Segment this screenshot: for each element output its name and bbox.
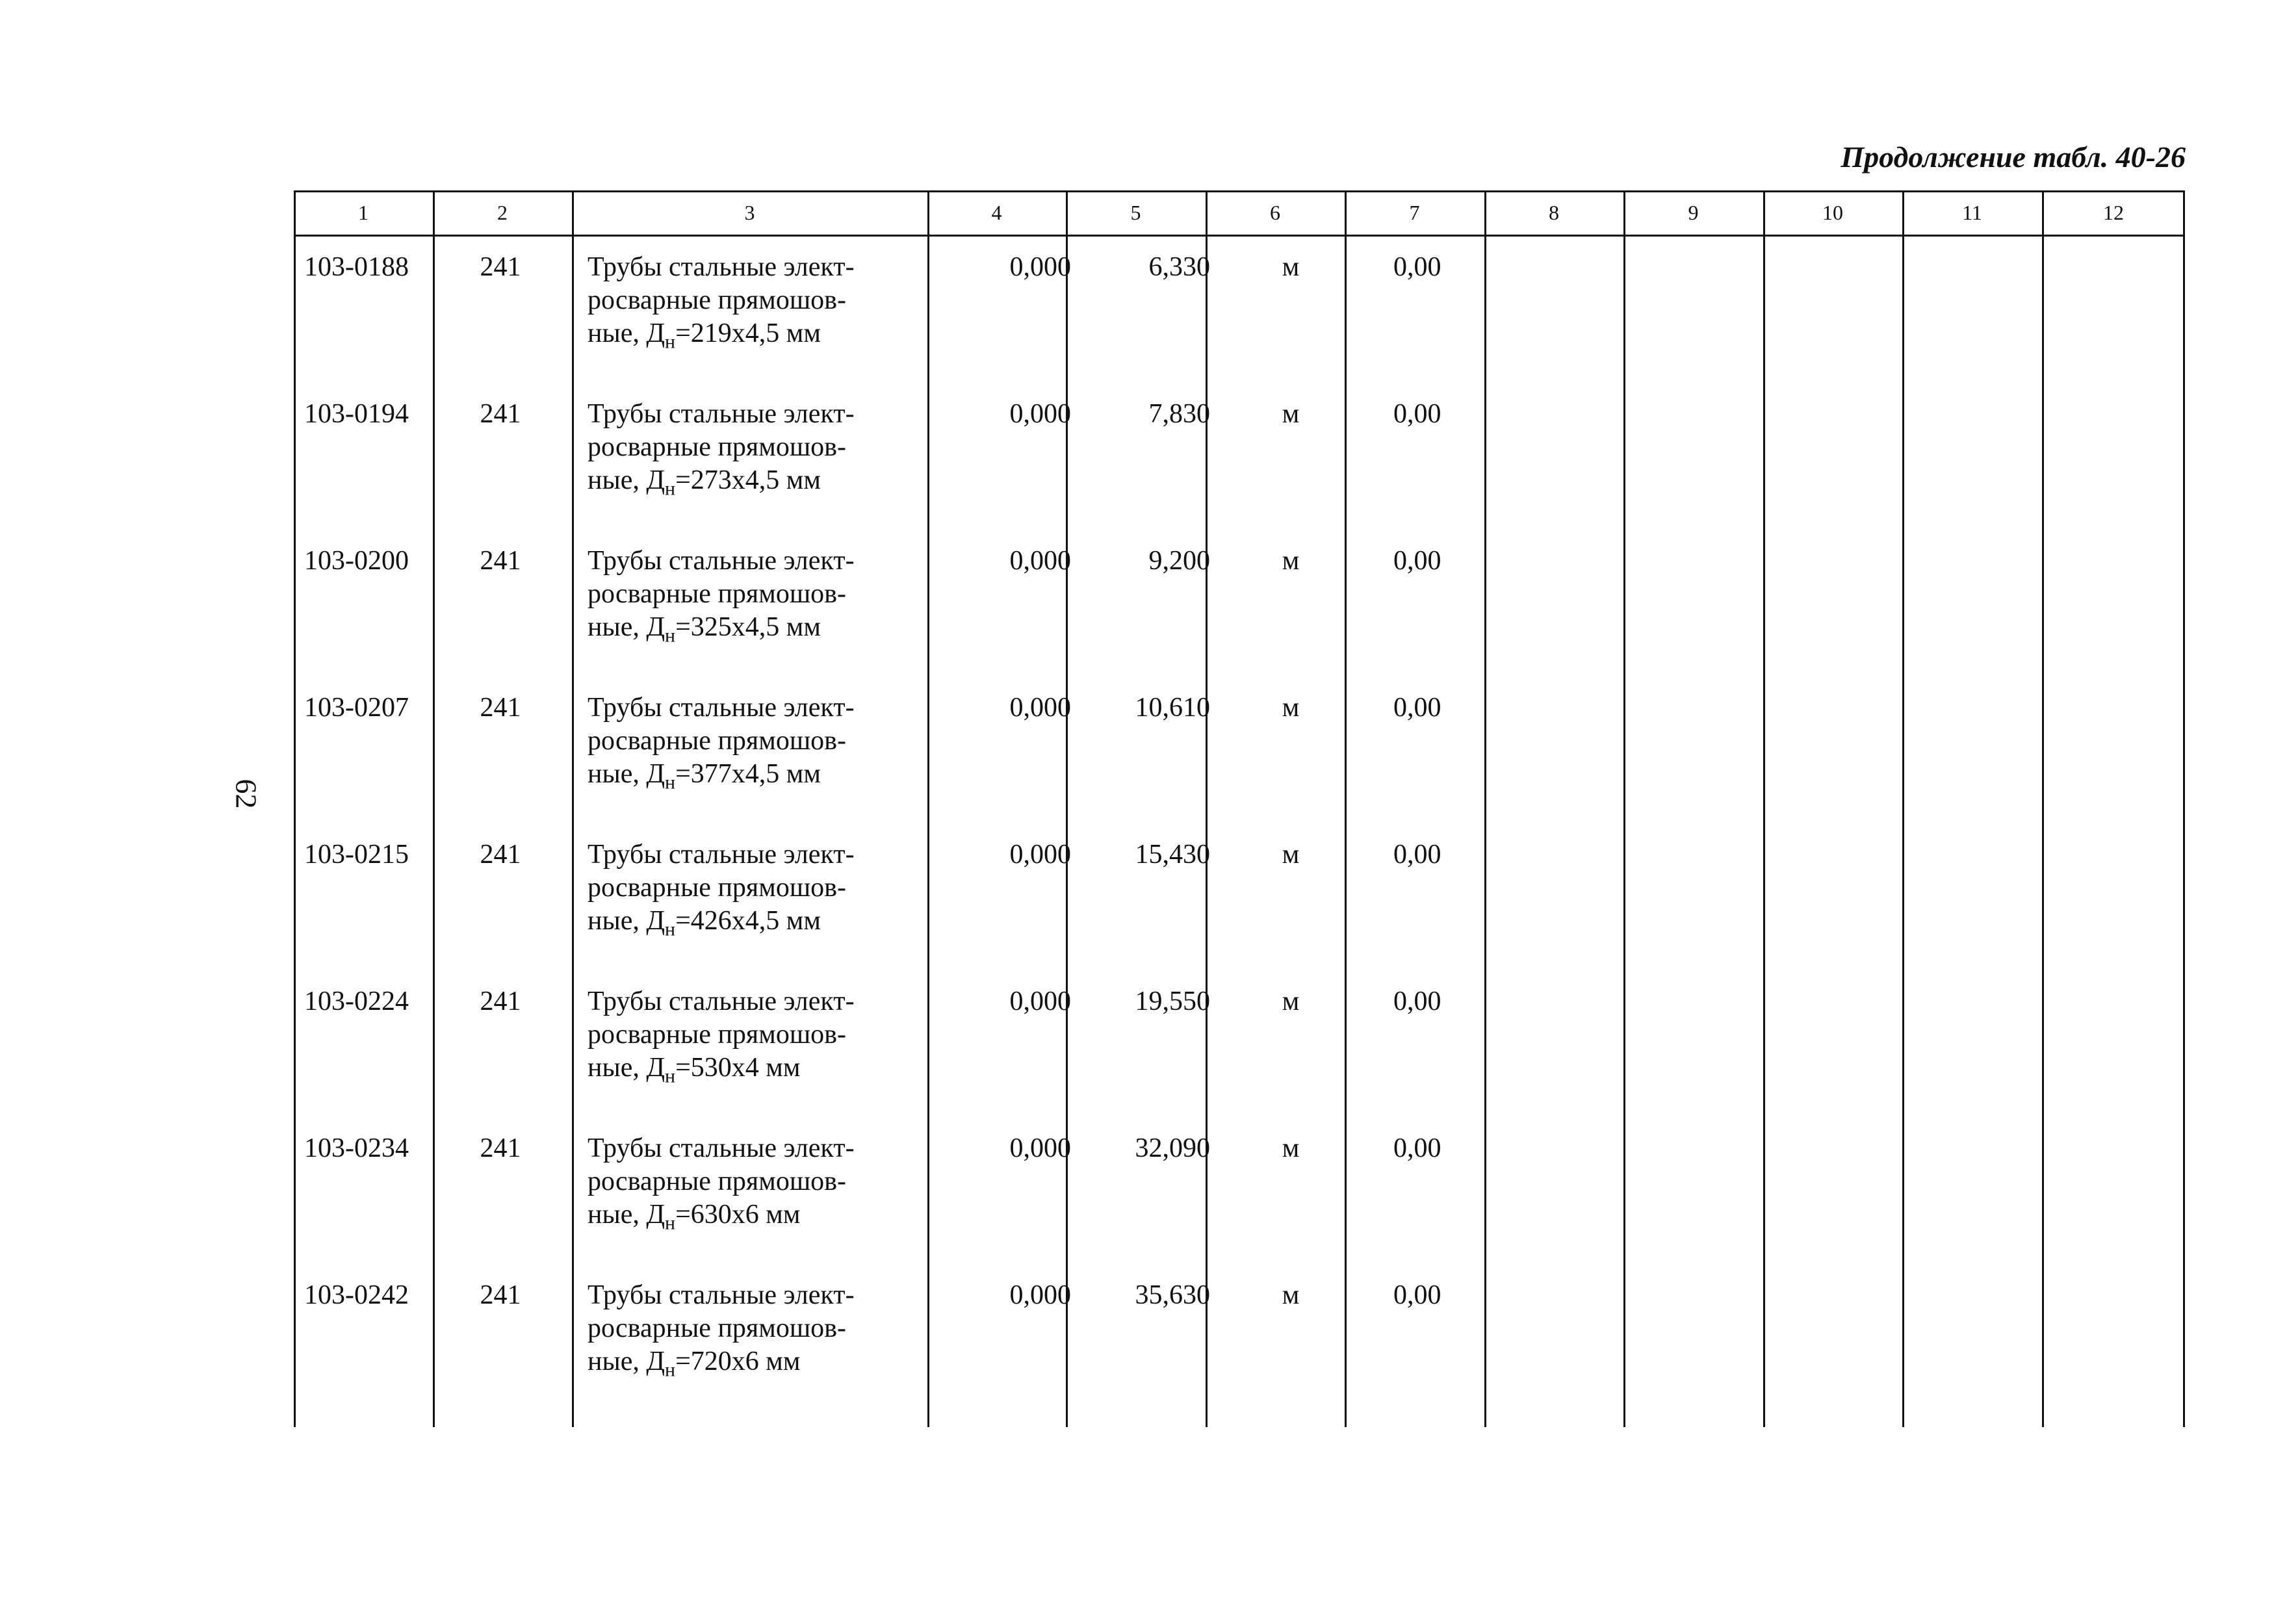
group-number: 241 <box>480 1280 521 1310</box>
column-number-4: 4 <box>991 201 1002 224</box>
unit: м <box>1282 1280 1300 1310</box>
resource-name-line <box>588 611 855 647</box>
value-col-5: 0,000 <box>1009 1280 1071 1310</box>
column-rule <box>1345 190 1347 1427</box>
column-number-10: 10 <box>1822 201 1843 224</box>
column-number-12: 12 <box>2103 201 2124 224</box>
resource-name <box>588 1132 855 1234</box>
resource-name-line <box>588 905 855 938</box>
resource-name-line: Трубы стальные элект- <box>588 1133 855 1163</box>
unit: м <box>1282 1133 1300 1163</box>
resource-name-line <box>588 1345 855 1381</box>
diameter-label: ные, Д <box>588 906 665 936</box>
value-col-5: 0,000 <box>1009 840 1071 870</box>
column-rule <box>433 190 435 1427</box>
column-number-3: 3 <box>744 201 755 224</box>
unit: м <box>1282 840 1300 870</box>
diameter-subscript: н <box>665 918 676 940</box>
resource-table <box>294 190 2185 1427</box>
column-number-9: 9 <box>1688 201 1699 224</box>
resource-code: 103-0200 <box>304 546 409 576</box>
resource-name-line <box>588 464 855 500</box>
group-number: 241 <box>480 840 521 870</box>
resource-name <box>588 398 855 500</box>
column-rule <box>1623 190 1625 1427</box>
diameter-label: ные, Д <box>588 465 665 495</box>
diameter-label: ные, Д <box>588 318 665 348</box>
table-header-rule <box>294 235 2185 237</box>
resource-name-line: Трубы стальные элект- <box>588 399 855 429</box>
column-rule <box>294 190 296 1427</box>
value-col-6: 9,200 <box>1148 546 1210 576</box>
resource-name <box>588 838 855 938</box>
value-col-5: 0,000 <box>1009 986 1071 1016</box>
value-col-7: 0,00 <box>1393 986 1441 1016</box>
table-continuation-caption: Продолжение табл. 40-26 <box>1841 140 2186 174</box>
resource-code: 103-0234 <box>304 1133 409 1163</box>
resource-name-line: росварные прямошов- <box>588 726 846 756</box>
resource-name <box>588 691 855 791</box>
column-rule <box>2183 190 2185 1427</box>
value-col-6: 32,090 <box>1135 1133 1210 1163</box>
column-rule <box>1902 190 1904 1427</box>
column-number-1: 1 <box>358 201 368 224</box>
group-number: 241 <box>480 1133 521 1163</box>
diameter-subscript: н <box>665 331 676 353</box>
value-col-6: 6,330 <box>1148 252 1210 282</box>
page-number: 62 <box>229 779 263 809</box>
resource-name-line <box>588 317 855 353</box>
column-rule <box>572 190 574 1427</box>
unit: м <box>1282 986 1300 1016</box>
resource-name-line: росварные прямошов- <box>588 432 846 462</box>
resource-name-line: росварные прямошов- <box>588 1020 846 1050</box>
resource-code: 103-0215 <box>304 840 409 870</box>
diameter-subscript: н <box>665 478 676 500</box>
value-col-7: 0,00 <box>1393 840 1441 870</box>
resource-name-line: росварные прямошов- <box>588 873 846 903</box>
unit: м <box>1282 252 1300 282</box>
pipe-dimensions: =630х6 мм <box>675 1200 801 1230</box>
resource-name-line: Трубы стальные элект- <box>588 840 855 870</box>
resource-name-line: Трубы стальные элект- <box>588 693 855 723</box>
resource-name-line: росварные прямошов- <box>588 579 846 609</box>
column-number-7: 7 <box>1409 201 1420 224</box>
resource-name-line: Трубы стальные элект- <box>588 986 855 1016</box>
resource-name-line: росварные прямошов- <box>588 285 846 315</box>
resource-name <box>588 545 855 647</box>
group-number: 241 <box>480 252 521 282</box>
column-rule <box>927 190 929 1427</box>
diameter-label: ные, Д <box>588 612 665 642</box>
diameter-subscript: н <box>665 1359 676 1381</box>
group-number: 241 <box>480 399 521 429</box>
unit: м <box>1282 546 1300 576</box>
pipe-dimensions: =377х4,5 мм <box>675 759 821 789</box>
column-number-2: 2 <box>497 201 508 224</box>
column-rule <box>1066 190 1068 1427</box>
column-number-5: 5 <box>1130 201 1141 224</box>
pipe-dimensions: =273х4,5 мм <box>675 465 821 495</box>
value-col-6: 7,830 <box>1148 399 1210 429</box>
resource-name-line: Трубы стальные элект- <box>588 546 855 576</box>
resource-name <box>588 985 855 1085</box>
resource-name-line <box>588 758 855 791</box>
column-number-11: 11 <box>1962 201 1982 224</box>
diameter-label: ные, Д <box>588 759 665 789</box>
value-col-5: 0,000 <box>1009 693 1071 723</box>
pipe-dimensions: =720х6 мм <box>675 1347 801 1376</box>
diameter-subscript: н <box>665 1212 676 1234</box>
pipe-dimensions: =530х4 мм <box>675 1053 801 1083</box>
diameter-subscript: н <box>665 1065 676 1087</box>
value-col-7: 0,00 <box>1393 1133 1441 1163</box>
value-col-7: 0,00 <box>1393 1280 1441 1310</box>
diameter-subscript: н <box>665 771 676 793</box>
resource-name-line <box>588 1051 855 1085</box>
resource-name-line: росварные прямошов- <box>588 1313 846 1343</box>
diameter-label: ные, Д <box>588 1053 665 1083</box>
resource-code: 103-0207 <box>304 693 409 723</box>
unit: м <box>1282 399 1300 429</box>
value-col-5: 0,000 <box>1009 399 1071 429</box>
unit: м <box>1282 693 1300 723</box>
value-col-5: 0,000 <box>1009 252 1071 282</box>
resource-code: 103-0194 <box>304 399 409 429</box>
column-rule <box>1206 190 1208 1427</box>
value-col-5: 0,000 <box>1009 546 1071 576</box>
value-col-6: 35,630 <box>1135 1280 1210 1310</box>
value-col-6: 15,430 <box>1135 840 1210 870</box>
resource-name <box>588 251 855 353</box>
resource-code: 103-0224 <box>304 986 409 1016</box>
value-col-7: 0,00 <box>1393 546 1441 576</box>
column-rule <box>1484 190 1486 1427</box>
resource-name-line: Трубы стальные элект- <box>588 252 855 282</box>
value-col-7: 0,00 <box>1393 399 1441 429</box>
value-col-7: 0,00 <box>1393 252 1441 282</box>
column-number-8: 8 <box>1549 201 1559 224</box>
group-number: 241 <box>480 546 521 576</box>
value-col-7: 0,00 <box>1393 693 1441 723</box>
diameter-label: ные, Д <box>588 1200 665 1230</box>
resource-name-line: Трубы стальные элект- <box>588 1280 855 1310</box>
column-number-6: 6 <box>1270 201 1280 224</box>
group-number: 241 <box>480 693 521 723</box>
column-rule <box>1763 190 1765 1427</box>
pipe-dimensions: =325х4,5 мм <box>675 612 821 642</box>
value-col-5: 0,000 <box>1009 1133 1071 1163</box>
resource-name <box>588 1279 855 1381</box>
resource-name-line <box>588 1198 855 1234</box>
pipe-dimensions: =219х4,5 мм <box>675 318 821 348</box>
resource-code: 103-0242 <box>304 1280 409 1310</box>
value-col-6: 19,550 <box>1135 986 1210 1016</box>
pipe-dimensions: =426х4,5 мм <box>675 906 821 936</box>
diameter-label: ные, Д <box>588 1347 665 1376</box>
group-number: 241 <box>480 986 521 1016</box>
column-rule <box>2042 190 2044 1427</box>
diameter-subscript: н <box>665 625 676 647</box>
resource-code: 103-0188 <box>304 252 409 282</box>
value-col-6: 10,610 <box>1135 693 1210 723</box>
resource-name-line: росварные прямошов- <box>588 1166 846 1196</box>
